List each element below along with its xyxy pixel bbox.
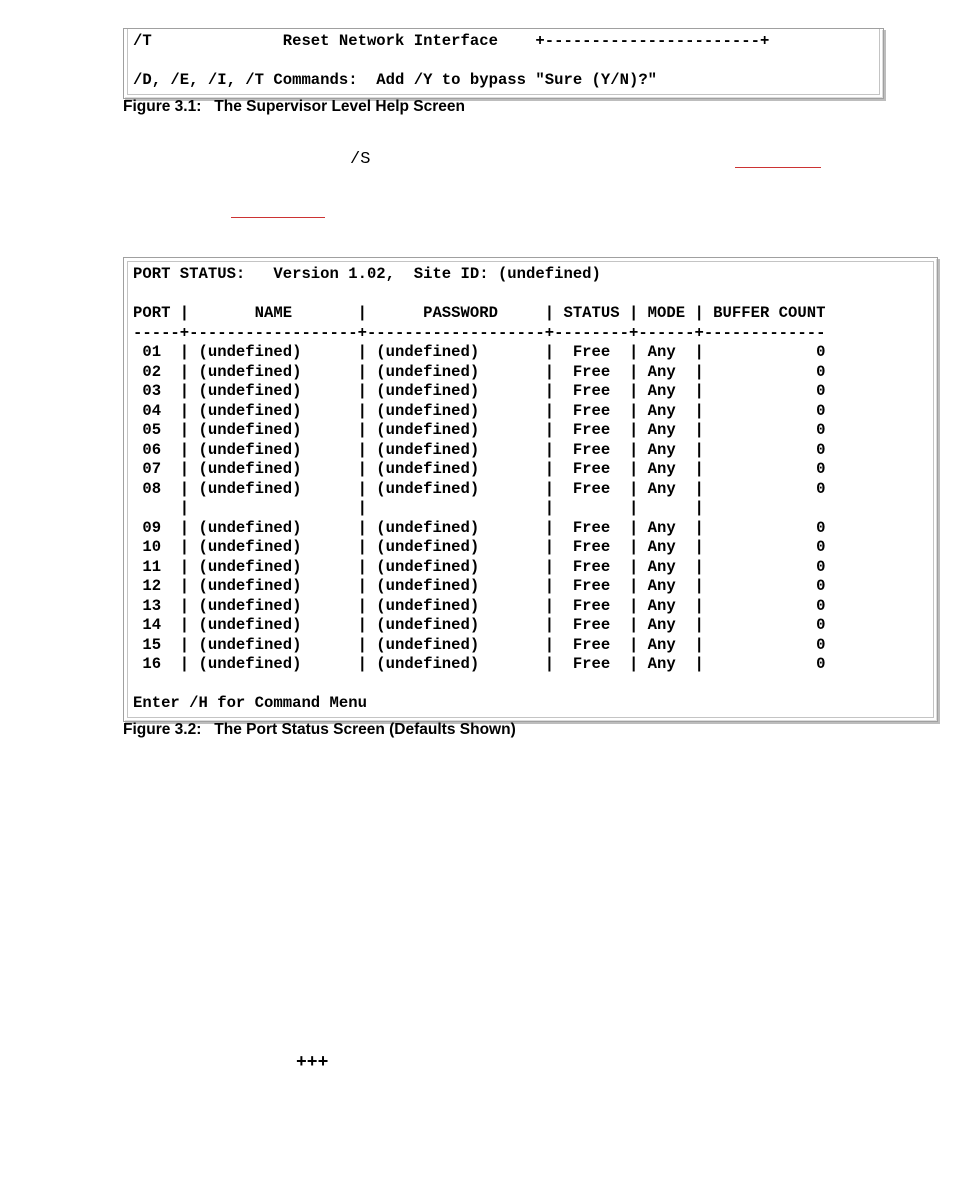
figure-3-1-caption: Figure 3.1: The Supervisor Level Help Screen: [123, 98, 465, 115]
table-row: 11 | (undefined) | (undefined) | Free | Any | 0: [133, 557, 826, 576]
table-row: 08 | (undefined) | (undefined) | Free | Any | 0: [133, 479, 826, 498]
port-status-header: PORT STATUS: Version 1.02, Site ID: (undefined): [133, 265, 601, 283]
figure-3-2-caption: Figure 3.2: The Port Status Screen (Defaults Shown): [123, 721, 516, 738]
plus-marker: +++: [296, 1053, 329, 1073]
help-screen-box: [123, 28, 884, 99]
table-row: 13 | (undefined) | (undefined) | Free | Any | 0: [133, 596, 826, 615]
table-row: 03 | (undefined) | (undefined) | Free | Any | 0: [133, 382, 826, 400]
table-row: 06 | (undefined) | (undefined) | Free | Any | 0: [133, 440, 826, 459]
table-row: 01 | (undefined) | (undefined) | Free | Any | 0: [133, 343, 826, 361]
port-status-footer: Enter /H for Command Menu: [133, 694, 367, 712]
inline-command-s: /S: [350, 150, 371, 169]
help-line-commands: /D, /E, /I, /T Commands: Add /Y to bypass "Sure (Y/N)?": [133, 71, 658, 89]
table-row: 09 | (undefined) | (undefined) | Free | Any | 0: [133, 518, 826, 537]
link-underline-2[interactable]: [231, 217, 325, 218]
table-row: 14 | (undefined) | (undefined) | Free | Any | 0: [133, 616, 826, 634]
table-row: 16 | (undefined) | (undefined) | Free | Any | 0: [133, 655, 826, 673]
table-row: 02 | (undefined) | (undefined) | Free | Any | 0: [133, 362, 826, 381]
table-row: 10 | (undefined) | (undefined) | Free | Any | 0: [133, 538, 826, 556]
link-underline-1[interactable]: [735, 167, 821, 168]
port-status-separator: -----+------------------+-------------------+--------+------+-------------: [133, 323, 826, 342]
table-row: 12 | (undefined) | (undefined) | Free | Any | 0: [133, 577, 826, 595]
table-row: 15 | (undefined) | (undefined) | Free | Any | 0: [133, 635, 826, 654]
table-row: 07 | (undefined) | (undefined) | Free | Any | 0: [133, 460, 826, 478]
table-row: 04 | (undefined) | (undefined) | Free | Any | 0: [133, 401, 826, 420]
port-status-box: [123, 257, 938, 722]
help-line-reset: /T Reset Network Interface +-----------------------+: [133, 32, 770, 50]
table-row: 05 | (undefined) | (undefined) | Free | Any | 0: [133, 421, 826, 439]
port-status-columns: PORT | NAME | PASSWORD | STATUS | MODE | BUFFER COUNT: [133, 304, 826, 322]
table-spacer-row: | | | | |: [133, 499, 704, 517]
